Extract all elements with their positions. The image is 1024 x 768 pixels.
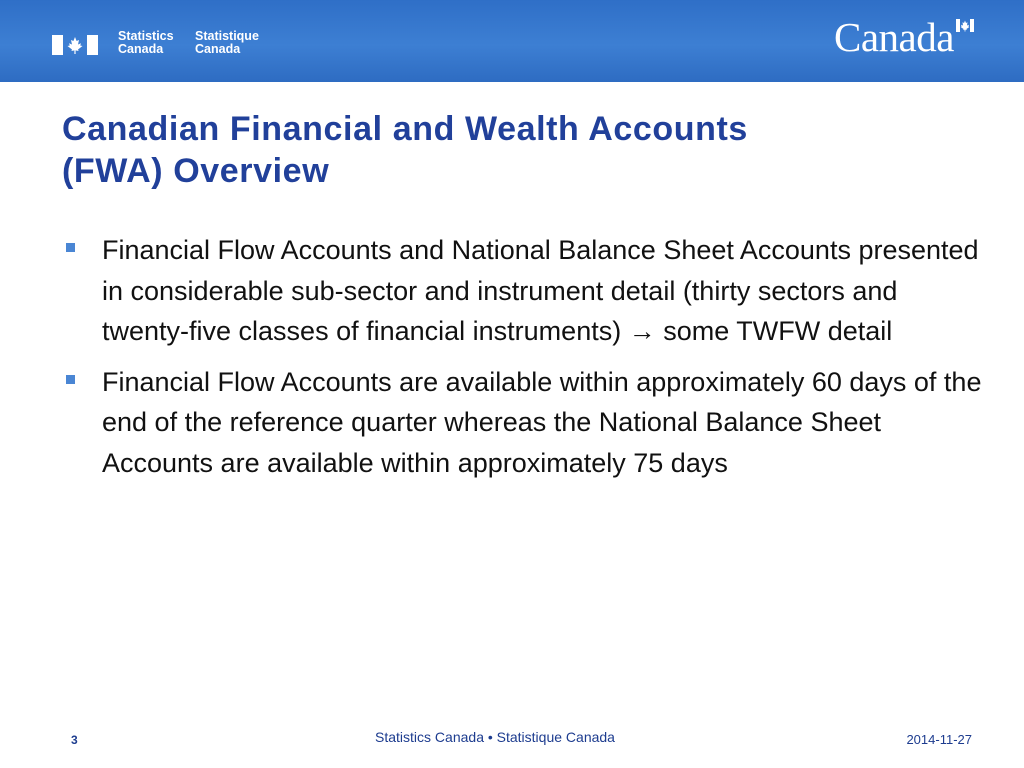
canada-wordmark: Canada — [834, 14, 954, 60]
header-banner — [0, 0, 1024, 82]
bullet-square-icon — [66, 243, 75, 252]
slide-title-line1: Canadian Financial and Wealth Accounts — [62, 110, 748, 148]
page-number: 3 — [71, 733, 78, 747]
slide-title — [62, 108, 982, 192]
bullet-item — [62, 230, 982, 352]
footer-date: 2014-11-27 — [906, 732, 972, 747]
bullet-item — [62, 362, 982, 484]
org-name-fr-line2: Canada — [195, 42, 241, 56]
bullet-square-icon — [66, 375, 75, 384]
org-name-fr-line1: Statistique — [195, 29, 259, 43]
bullet-text: Financial Flow Accounts and National Balance Sheet Accounts presented in considerable sub-sector and instrument detail (thirty sectors and twenty-five classes of financial instruments) → some TWFW detail — [102, 235, 979, 346]
wordmark-flag-icon — [956, 19, 974, 32]
org-name-en-line2: Canada — [118, 42, 164, 56]
footer-organization: Statistics Canada • Statistique Canada — [375, 729, 615, 745]
org-name-en — [118, 30, 174, 56]
slide-title-line2: (FWA) Overview — [62, 152, 330, 190]
org-name-en-line1: Statistics — [118, 29, 174, 43]
canada-flag-icon — [52, 35, 98, 55]
bullet-list — [62, 230, 982, 493]
org-name-fr — [195, 30, 259, 56]
bullet-text: Financial Flow Accounts are available within approximately 60 days of the end of the reference quarter whereas the National Balance Sheet Accounts are available within approximately 75 days — [102, 366, 982, 478]
